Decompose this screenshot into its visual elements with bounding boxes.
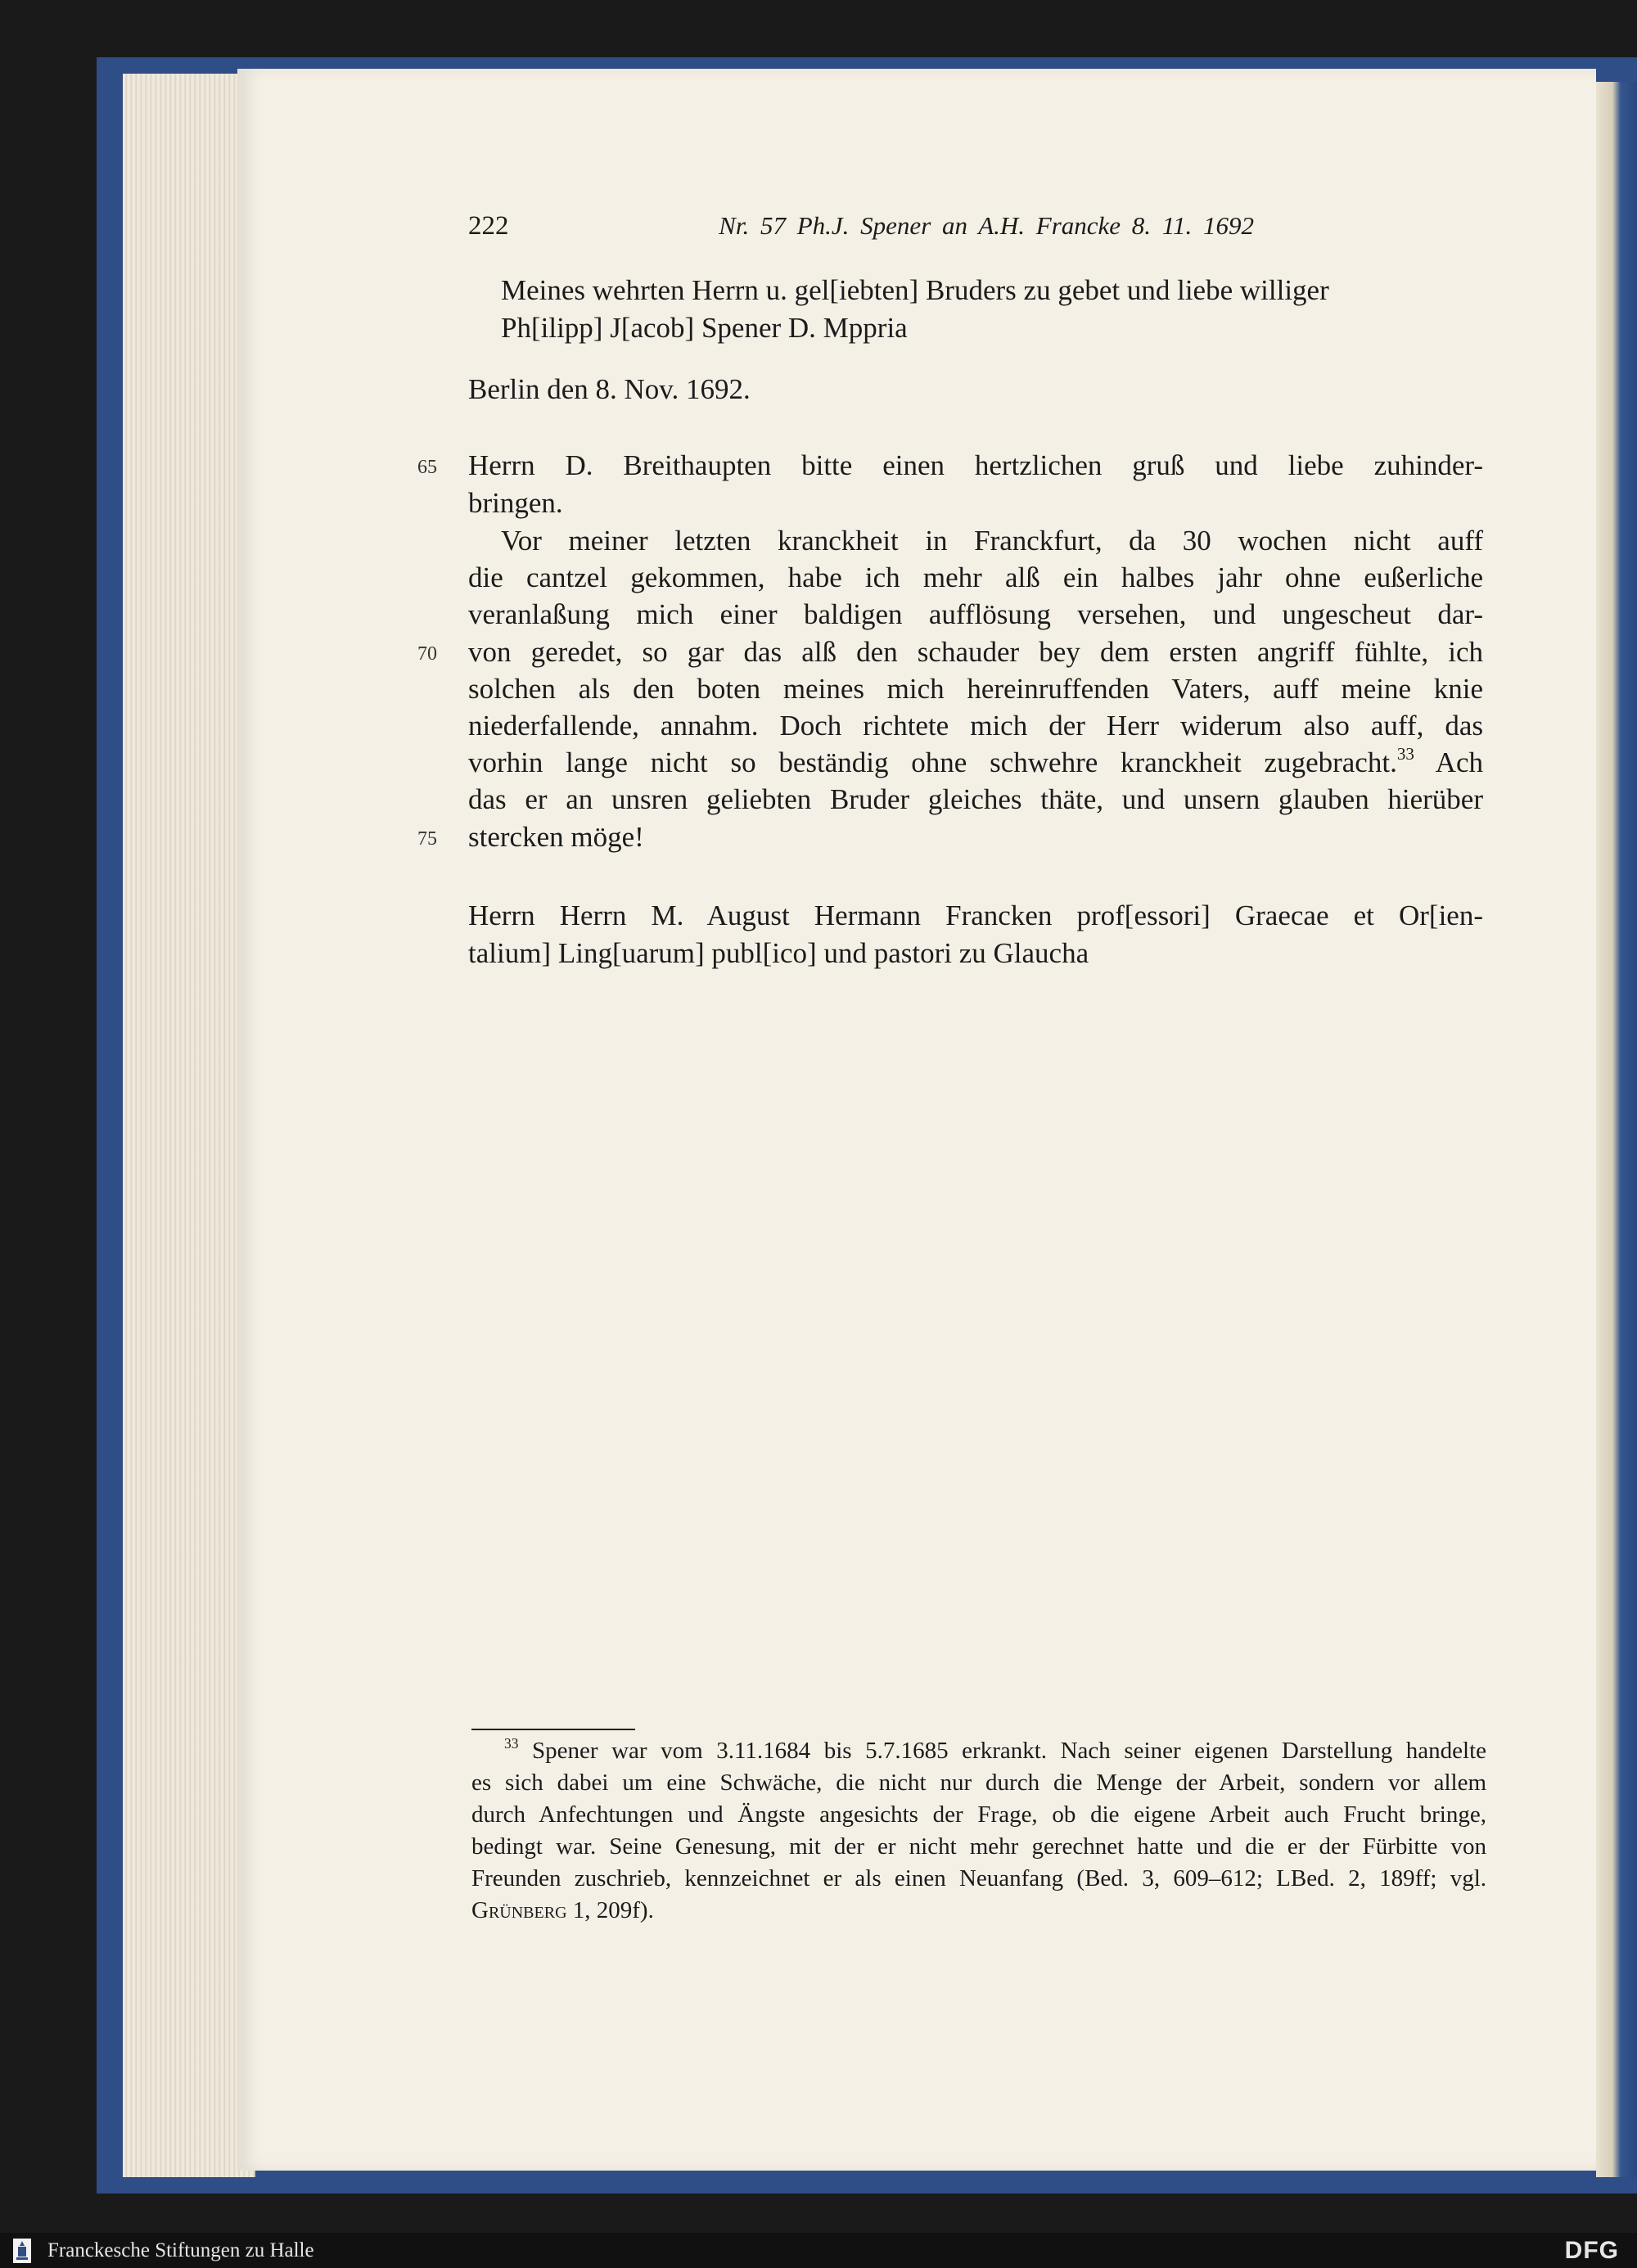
address-line-1: Herrn Herrn M. August Hermann Francken prof[essori] Graecae et Or[ien- bbox=[468, 900, 1483, 931]
footnote-line: bedingt war. Seine Genesung, mit der er nicht mehr gerechnet hatte und die er der Fürbitte von bbox=[471, 1833, 1486, 1860]
line-number-75: 75 bbox=[417, 828, 437, 850]
paragraph-line: das er an unsren geliebten Bruder gleiches thäte, und unsern glauben hierüber bbox=[468, 783, 1483, 815]
paragraph-line: Vor meiner letzten kranckheit in Franckfurt, da 30 wochen nicht auff bbox=[501, 525, 1483, 557]
footnote-ref: 33 bbox=[1396, 744, 1414, 764]
closing-line-1: Meines wehrten Herrn u. gel[iebten] Bruders zu gebet und liebe williger bbox=[501, 274, 1329, 306]
dfg-logo: DFG bbox=[1564, 2237, 1619, 2264]
footnote-text: 1, 209f). bbox=[566, 1897, 654, 1923]
page-edges bbox=[123, 74, 255, 2177]
closing-signature: Ph[ilipp] J[acob] Spener D. Mppria bbox=[501, 312, 908, 344]
paragraph-line: stercken möge! bbox=[468, 821, 644, 853]
book-spine-right bbox=[1596, 82, 1637, 2177]
institution-name: Franckesche Stiftungen zu Halle bbox=[47, 2239, 314, 2261]
paragraph-line: solchen als den boten meines mich hereinruffenden Vaters, auff meine knie bbox=[468, 673, 1483, 705]
footnote-line bbox=[471, 1735, 1486, 1767]
page-number: 222 bbox=[468, 211, 509, 241]
text-run: vorhin lange nicht so beständig ohne schwehre kranckheit zugebracht. bbox=[468, 746, 1397, 778]
paragraph-line: von geredet, so gar das alß den schauder bey dem ersten angriff fühlte, ich bbox=[468, 636, 1483, 668]
footnote-line: Freunden zuschrieb, kennzeichnet er als einen Neuanfang (Bed. 3, 609–612; LBed. 2, 189ff; vgl. bbox=[471, 1865, 1486, 1892]
running-head: Nr. 57 Ph.J. Spener an A.H. Francke 8. 11. 1692 bbox=[719, 211, 1254, 240]
paragraph-line: die cantzel gekommen, habe ich mehr alß ein halbes jahr ohne eußerliche bbox=[468, 561, 1483, 593]
text-run: Ach bbox=[1414, 746, 1483, 778]
line-number-65: 65 bbox=[417, 457, 437, 478]
paragraph-line: veranlaßung mich einer baldigen aufflösung versehen, und ungescheut dar- bbox=[468, 598, 1483, 630]
paragraph-line-with-footnote bbox=[468, 744, 1483, 781]
footnote-line bbox=[471, 1895, 1486, 1927]
footnote-text: Spener war vom 3.11.1684 bis 5.7.1685 erkrankt. Nach seiner eigenen Darstellung handelte bbox=[531, 1738, 1487, 1764]
page-header bbox=[468, 211, 1254, 250]
footnote-rule bbox=[471, 1729, 635, 1730]
postscript-line: bringen. bbox=[468, 487, 563, 519]
footnote-mark: 33 bbox=[504, 1734, 519, 1752]
postscript-line: Herrn D. Breithaupten bitte einen hertzlichen gruß und liebe zuhinder- bbox=[468, 449, 1483, 481]
author-name: Grünberg bbox=[471, 1897, 567, 1923]
place-date: Berlin den 8. Nov. 1692. bbox=[468, 373, 751, 405]
line-number-70: 70 bbox=[417, 643, 437, 665]
footnote-line: durch Anfechtungen und Ängste angesichts der Frage, ob die eigene Arbeit auch Frucht bringe, bbox=[471, 1801, 1486, 1828]
footnote-line: es sich dabei um eine Schwäche, die nicht nur durch die Menge der Arbeit, sondern vor allem bbox=[471, 1770, 1486, 1796]
institution-logo-icon bbox=[13, 2239, 31, 2263]
paragraph-line: niederfallende, annahm. Doch richtete mich der Herr widerum also auff, das bbox=[468, 710, 1483, 742]
address-line-2: talium] Ling[uarum] publ[ico] und pastori zu Glaucha bbox=[468, 937, 1089, 969]
